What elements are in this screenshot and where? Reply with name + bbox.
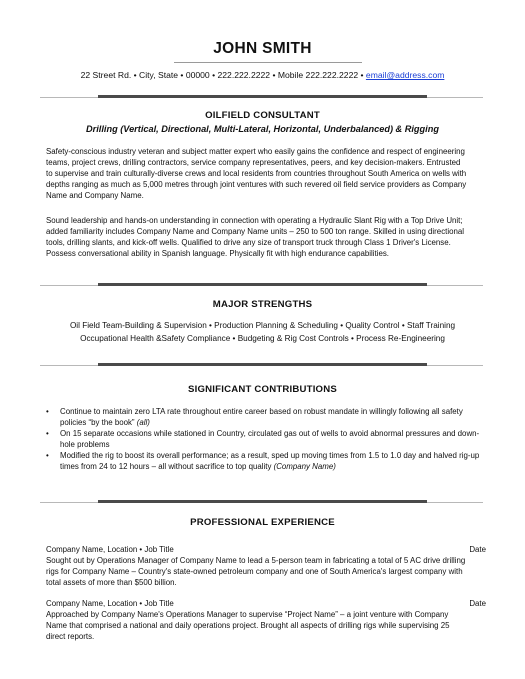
job-date: Date [469,545,486,554]
job-title: Company Name, Location • Job Title [46,545,174,554]
profile-subtitle: Drilling (Vertical, Directional, Multi-Lateral, Horizontal, Underbalanced) & Rigging [86,124,439,134]
profile-title: OILFIELD CONSULTANT [205,110,320,121]
bullet-icon: • [46,407,49,416]
section-divider [40,502,483,503]
list-item-note: (all) [136,418,150,427]
contact-details: 22 Street Rd. • City, State • 00000 • 222.222.2222 • Mobile 222.222.2222 • [80,70,366,80]
text-line: depths ranging as much as 5,000 metres through joint ventures with such revered oil field service providers as Company [46,180,467,189]
text-line: rigs for Company Name – Country's state-owned petroleum company and one of South America's largest company with [46,567,463,576]
text-line: teams, project crews, drilling contractors, service company representatives, peers, and key decision-makers. Entrusted [46,158,461,167]
email-link[interactable]: email@address.com [365,70,445,80]
experience-heading: PROFESSIONAL EXPERIENCE [190,517,335,528]
resume-name: JOHN SMITH [213,40,312,57]
list-item [46,406,486,428]
text-line: Approached by Company Name's Operations Manager to supervise “Project Name” – a joint venture with Company [46,610,449,619]
job-date: Date [469,599,486,608]
profile-paragraph-1 [46,146,486,201]
section-divider [40,365,483,366]
contact-line [0,70,525,80]
section-divider [40,97,483,98]
strengths-line-1: Oil Field Team-Building & Supervision • Production Planning & Scheduling • Quality Control • Staff Training [69,321,456,330]
job-header [46,598,486,609]
strengths-heading: MAJOR STRENGTHS [212,299,313,310]
text-line: Name and Company Name. [46,191,144,200]
section-divider [40,285,483,286]
contributions-heading: SIGNIFICANT CONTRIBUTIONS [188,384,337,395]
text-line: Sought out by Operations Manager of Company Name to lead a 5-person team in fabricating a total of 5 AC drive drilling [46,556,466,565]
text-line: Sound leadership and hands-on understanding in connection with operating a Hydraulic Slant Rig with a Top Drive Unit; [46,216,463,225]
bullet-icon: • [46,451,49,460]
text-line: added familiarity includes Company Name and Company Name units – 250 to 500 ton range. Skilled in using directional [46,227,464,236]
job-title: Company Name, Location • Job Title [46,599,174,608]
list-item [46,450,486,472]
text-line: Safety-conscious industry veteran and subject matter expert who easily gains the confidence and respect of engineering [46,147,465,156]
text-line: Name that comprised a national and daily operations project. Brought all aspects of drilling rigs while supervising 25 [46,621,450,630]
text-line: to supervise and train culturally-diverse crews and local residents from countries throughout South America on wells with [46,169,467,178]
list-item-text: Continue to maintain zero LTA rate throughout entire career based on robust mandate in willingly following all safety policies “by the book” [60,407,463,427]
list-item [46,428,486,450]
text-line: direct reports. [46,632,95,641]
name-underline [174,62,362,63]
list-item-note: (Company Name) [273,462,336,471]
text-line: total assets of more than $500 billion. [46,578,177,587]
contributions-list [46,406,486,472]
text-line: tools, drilling slants, and kick-off wells. Qualified to drive any size of transport truck through Class 1 Driver's License. [46,238,451,247]
job-header [46,544,486,555]
bullet-icon: • [46,429,49,438]
strengths-line-2: Occupational Health &Safety Compliance • Budgeting & Rig Cost Controls • Process Re-Engineering [80,334,445,343]
profile-paragraph-2 [46,215,486,259]
job-description [46,609,486,642]
list-item-text: On 15 separate occasions while stationed in Country, circulated gas out of wells to avoid abnormal pressures and down-hole problems [60,429,480,449]
list-item-text: Modified the rig to boost its overall performance; as a result, sped up moving times from 1.5 to 1.0 day and halved rig-up times from 24 to 12 hours – all without sacrifice to top quality [60,451,480,471]
job-description [46,555,486,588]
text-line: Possess conversational ability in Spanish language. Physically fit with high endurance capabilities. [46,249,390,258]
